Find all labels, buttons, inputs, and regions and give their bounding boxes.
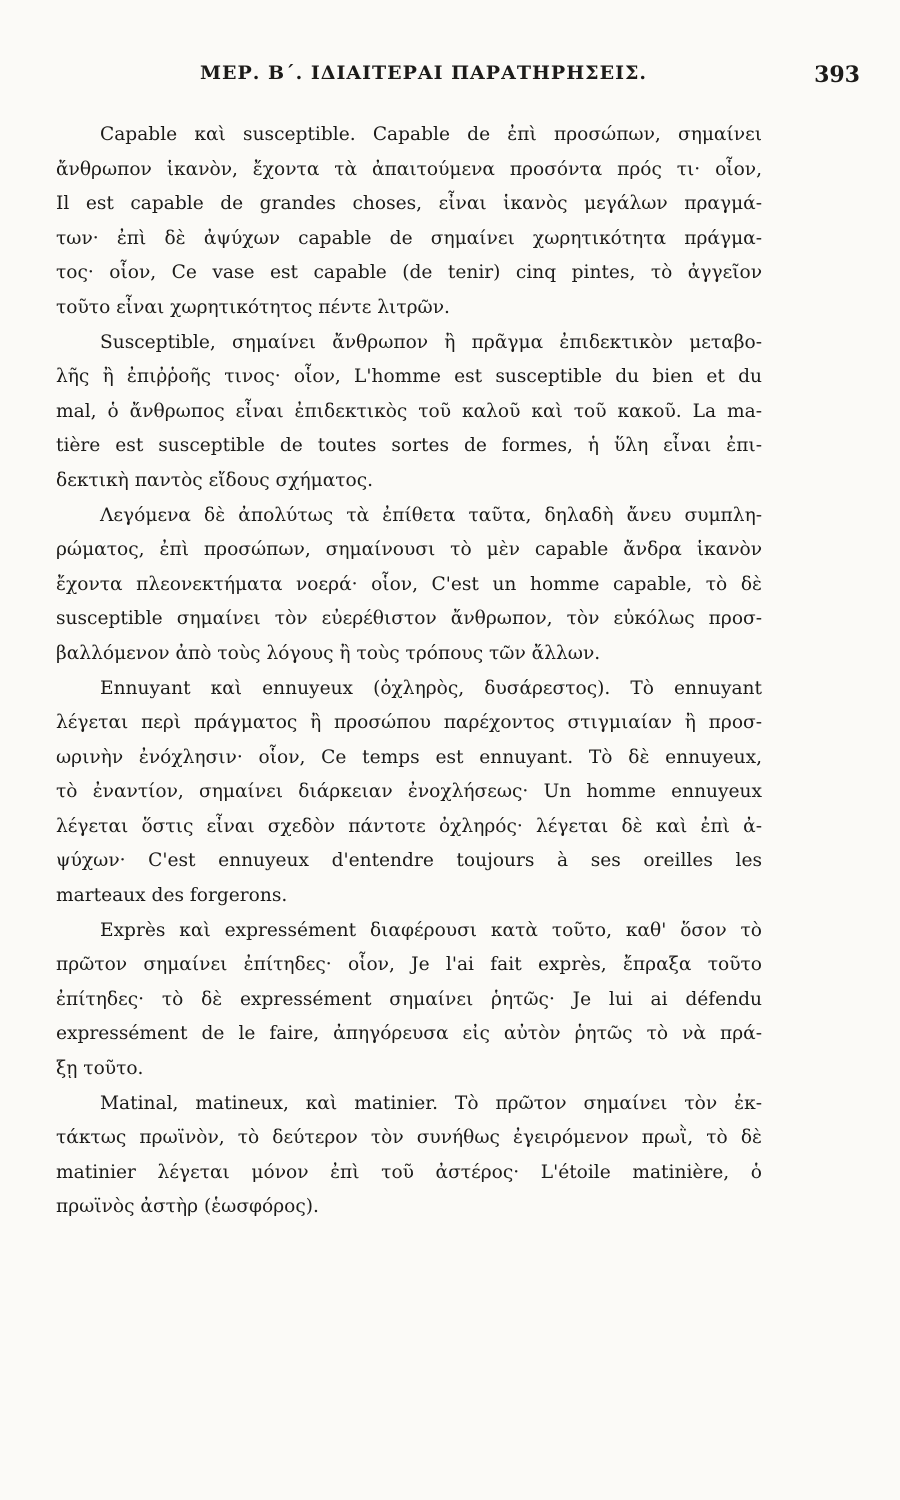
text-line: mal, ὁ ἄνθρωπος εἶναι ἐπιδεκτικὸς τοῦ καλοῦ καὶ τοῦ κακοῦ. La ma- — [56, 400, 762, 422]
text-line: των· ἐπὶ δὲ ἀψύχων capable de σημαίνει χωρητικότητα πράγμα- — [56, 227, 762, 249]
text-line: βαλλόμενον ἀπὸ τοὺς λόγους ἢ τοὺς τρόπους τῶν ἄλλων. — [56, 642, 601, 664]
text-line: πρῶτον σημαίνει ἐπίτηδες· οἷον, Je l'ai fait exprès, ἔπραξα τοῦτο — [56, 954, 762, 976]
text-line: τὸ ἐναντίον, σημαίνει διάρκειαν ἐνοχλήσεως· Un homme ennuyeux — [56, 781, 762, 803]
text-line: ψύχων· C'est ennuyeux d'entendre toujours à ses oreilles les — [56, 850, 762, 872]
text-line: susceptible σημαίνει τὸν εὐερέθιστον ἄνθρωπον, τὸν εὐκόλως προσ- — [56, 608, 762, 630]
text-line: Exprès καὶ expressément διαφέρουσι κατὰ τοῦτο, καθ' ὅσον τὸ — [100, 919, 762, 941]
text-line: marteaux des forgerons. — [56, 885, 288, 907]
page-number: 393 — [814, 62, 860, 88]
text-line: λέγεται ὅστις εἶναι σχεδὸν πάντοτε ὀχληρός· λέγεται δὲ καὶ ἐπὶ ἀ- — [56, 815, 762, 837]
text-line: Matinal, matineux, καὶ matinier. Τὸ πρῶτον σημαίνει τὸν ἐκ- — [100, 1092, 762, 1114]
text-line: ἄνθρωπον ἱκανὸν, ἔχοντα τὰ ἀπαιτούμενα προσόντα πρός τι· οἷον, — [56, 158, 762, 180]
text-line: ρώματος, ἐπὶ προσώπων, σημαίνουσι τὸ μὲν capable ἄνδρα ἱκανὸν — [56, 539, 762, 561]
running-head-title: ΜΕΡ. Β΄. ΙΔΙΑΙΤΕΡΑΙ ΠΑΡΑΤΗΡΗΣΕΙΣ. — [200, 62, 648, 84]
text-line: τάκτως πρωϊνὸν, τὸ δεύτερον τὸν συνήθως ἐγειρόμενον πρωῒ, τὸ δὲ — [56, 1127, 762, 1149]
text-line: πρωϊνὸς ἀστὴρ (ἑωσφόρος). — [56, 1196, 319, 1218]
text-line: matinier λέγεται μόνον ἐπὶ τοῦ ἀστέρος· L'étoile matinière, ὁ — [56, 1161, 762, 1183]
text-line: ωρινὴν ἐνόχλησιν· οἷον, Ce temps est ennuyant. Τὸ δὲ ennuyeux, — [56, 746, 762, 768]
text-line: ἔχοντα πλεονεκτήματα νοερά· οἷον, C'est un homme capable, τὸ δὲ — [56, 573, 762, 595]
text-line: δεκτικὴ παντὸς εἴδους σχήματος. — [56, 469, 374, 491]
text-line: Λεγόμενα δὲ ἀπολύτως τὰ ἐπίθετα ταῦτα, δηλαδὴ ἄνευ συμπλη- — [100, 504, 762, 526]
text-line: Il est capable de grandes choses, εἶναι ἱκανὸς μεγάλων πραγμά- — [56, 193, 762, 215]
text-line: tière est susceptible de toutes sortes de formes, ἡ ὕλη εἶναι ἐπι- — [56, 435, 762, 457]
text-line: expressément de le faire, ἀπηγόρευσα εἰς αὐτὸν ῥητῶς τὸ νὰ πρά- — [56, 1023, 762, 1045]
text-line: τοῦτο εἶναι χωρητικότητος πέντε λιτρῶν. — [56, 296, 450, 318]
text-line: Capable καὶ susceptible. Capable de ἐπὶ προσώπων, σημαίνει — [100, 124, 762, 145]
text-line: Ennuyant καὶ ennuyeux (ὀχληρὸς, δυσάρεστος). Τὸ ennuyant — [100, 677, 762, 699]
text-line: λῆς ἢ ἐπιῤῥοῆς τινος· οἷον, L'homme est susceptible du bien et du — [56, 366, 762, 388]
text-line: ἐπίτηδες· τὸ δὲ expressément σημαίνει ῥητῶς· Je lui ai défendu — [56, 988, 762, 1010]
running-head — [70, 62, 860, 92]
body-text — [56, 118, 762, 1225]
text-line: ξῃ τοῦτο. — [56, 1058, 144, 1080]
text-line: λέγεται περὶ πράγματος ἢ προσώπου παρέχοντος στιγμιαίαν ἢ προσ- — [56, 712, 762, 734]
text-line: Susceptible, σημαίνει ἄνθρωπον ἢ πρᾶγμα ἐπιδεκτικὸν μεταβο- — [100, 331, 762, 353]
text-line: τος· οἷον, Ce vase est capable (de tenir) cinq pintes, τὸ ἀγγεῖον — [56, 262, 762, 284]
